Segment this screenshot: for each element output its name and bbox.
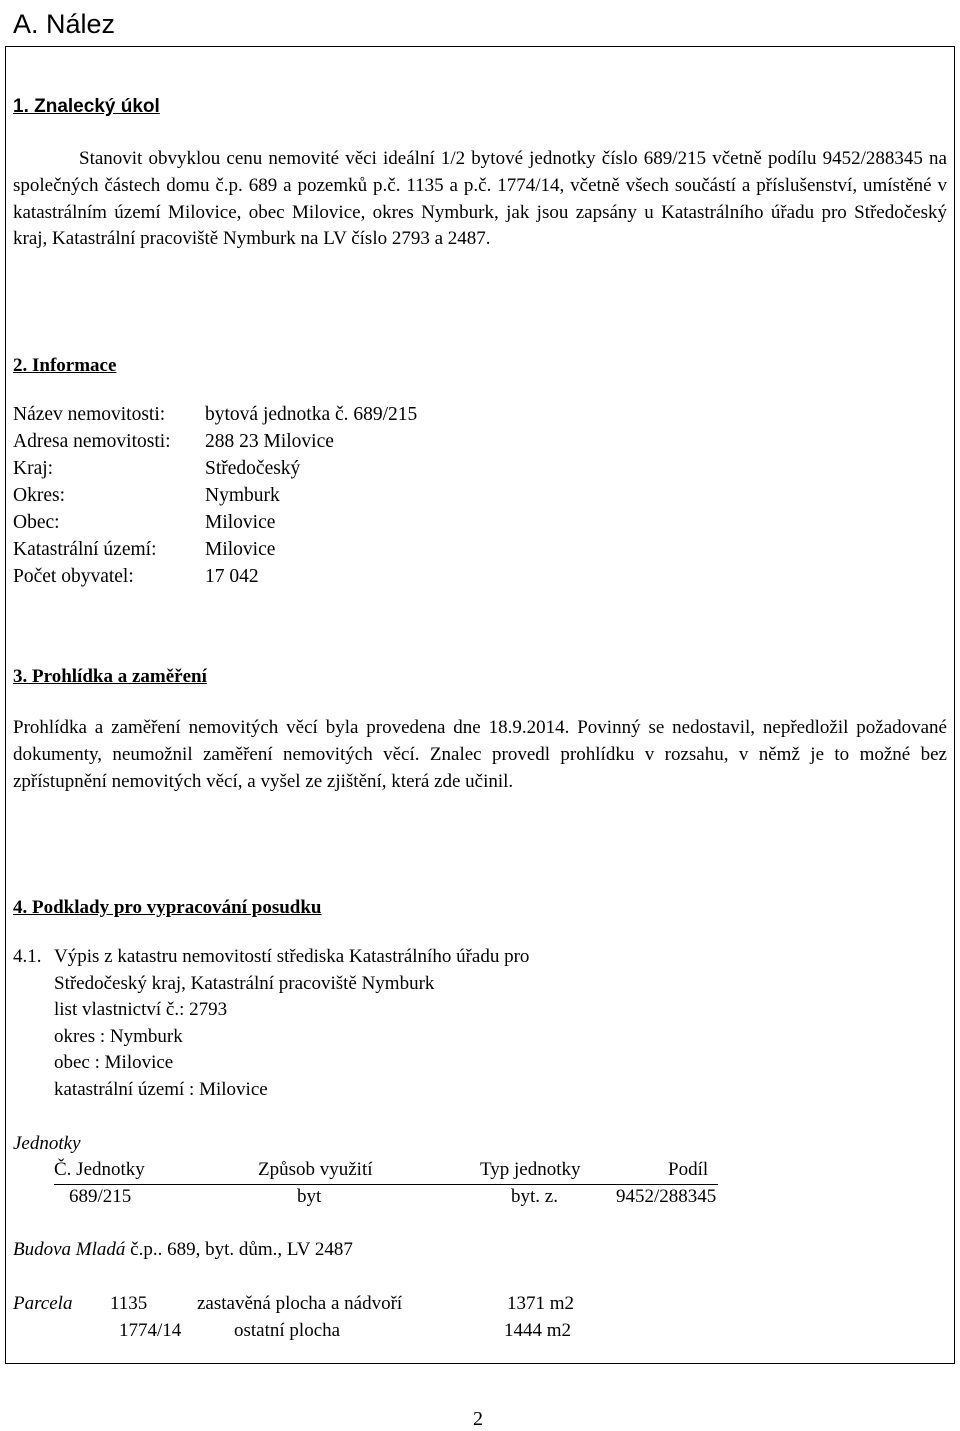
page-title: A. Nález xyxy=(13,9,116,39)
page-number: 2 xyxy=(473,1408,483,1430)
parcel-1-area: 1371 m2 xyxy=(507,1293,575,1314)
info-row-obec: Obec: Milovice xyxy=(13,512,276,533)
section-1-text: Stanovit obvyklou cenu nemovité věci ideální 1/2 bytové jednotky číslo 689/215 včetně podílu 9452/288345 na společných částech domu č.p. 689 a pozemků p.č. 1135 a p.č. 1774/14, včetně všech součástí a příslušenství, umístěné v katastrálním území Milovice, obec Milovice, okres Nymburk, jak jsou zapsány u Katastrálního úřadu pro Středočeský kraj, Katastrální pracoviště Nymburk na LV číslo 2793 a 2487. xyxy=(13,148,947,250)
parcel-2-type: ostatní plocha xyxy=(234,1320,341,1341)
parcela-label: Parcela xyxy=(13,1293,73,1314)
info-row-katastralni-uzemi: Katastrální území: Milovice xyxy=(13,539,276,560)
budova-text: č.p.. 689, byt. dům., LV 2487 xyxy=(125,1239,353,1260)
table-cell-typ: byt. z. xyxy=(511,1186,558,1207)
section-3-text: Prohlídka a zaměření nemovitých věcí byla provedena dne 18.9.2014. Povinný se nedostavil, nepředložil požadované dokumenty, neumožnil zaměření nemovitých věcí. Znalec provedl prohlídku v rozsahu, v němž je to možné bez zpřístupnění nemovitých věcí, a vyšel ze zjištění, která zde učinil. xyxy=(13,717,947,792)
col-header-typ: Typ jednotky xyxy=(480,1159,581,1180)
section-1-heading: 1. Znalecký úkol xyxy=(13,96,160,117)
info-row-pocet-obyvatel: Počet obyvatel: 17 042 xyxy=(13,566,259,587)
info-row-kraj: Kraj: Středočeský xyxy=(13,458,301,479)
item-number: 4.1. xyxy=(13,946,42,967)
col-header-zpusob: Způsob využití xyxy=(258,1159,373,1180)
col-header-cislo: Č. Jednotky xyxy=(54,1159,145,1180)
parcel-2-area: 1444 m2 xyxy=(504,1320,572,1341)
info-row-nazev: Název nemovitosti: bytová jednotka č. 689/215 xyxy=(13,404,418,425)
item-line-2: Středočeský kraj, Katastrální pracoviště Nymburk xyxy=(54,973,435,994)
units-table-header xyxy=(54,1159,718,1185)
table-cell-cislo: 689/215 xyxy=(69,1186,132,1207)
section-3-heading: 3. Prohlídka a zaměření xyxy=(13,666,207,687)
table-cell-zpusob: byt xyxy=(297,1186,322,1207)
jednotky-label: Jednotky xyxy=(13,1133,81,1154)
budova-line xyxy=(13,1239,353,1261)
item-line-4: okres : Nymburk xyxy=(54,1026,183,1047)
col-header-podil: Podíl xyxy=(668,1159,709,1180)
section-4-heading: 4. Podklady pro vypracování posudku xyxy=(13,897,322,918)
table-cell-podil: 9452/288345 xyxy=(616,1186,717,1207)
item-line-6: katastrální území : Milovice xyxy=(54,1079,268,1100)
info-row-okres: Okres: Nymburk xyxy=(13,485,280,506)
parcel-1-type: zastavěná plocha a nádvoří xyxy=(197,1293,403,1314)
item-line-1: Výpis z katastru nemovitostí střediska Katastrálního úřadu pro xyxy=(54,946,530,967)
section-2-heading: 2. Informace xyxy=(13,355,117,376)
item-line-3: list vlastnictví č.: 2793 xyxy=(54,999,228,1020)
budova-label: Budova Mladá xyxy=(13,1239,126,1260)
parcel-2-num: 1774/14 xyxy=(119,1320,182,1341)
info-row-adresa: Adresa nemovitosti: 288 23 Milovice xyxy=(13,431,334,452)
parcel-1-num: 1135 xyxy=(110,1293,148,1314)
item-line-5: obec : Milovice xyxy=(54,1052,174,1073)
page-header xyxy=(0,0,960,46)
